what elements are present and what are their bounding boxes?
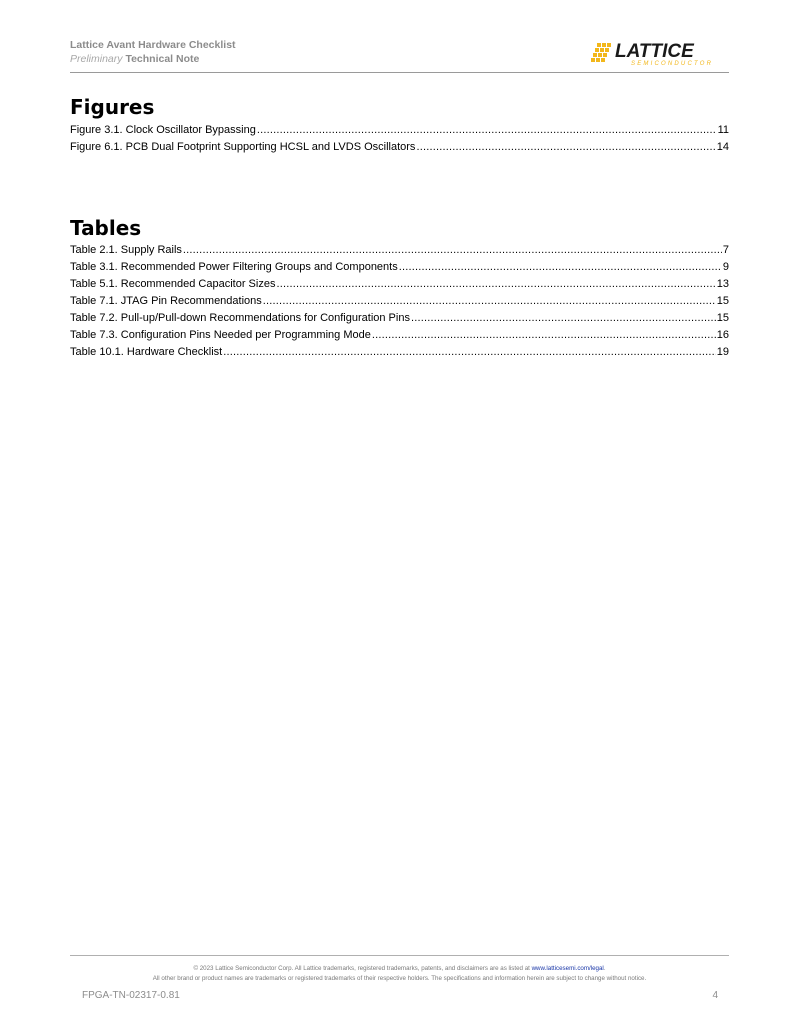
list-item[interactable] — [70, 310, 729, 327]
toc-page-number: 14 — [716, 141, 729, 153]
list-item[interactable] — [70, 122, 729, 139]
list-item[interactable] — [70, 242, 729, 259]
footer-copyright-text: © 2023 Lattice Semiconductor Corp. All Lattice trademarks, registered trademarks, patents, and disclaimers are as listed at — [193, 965, 532, 972]
footer-copyright-end: . — [603, 965, 606, 972]
toc-dot-leader — [183, 242, 722, 259]
toc-dot-leader — [276, 276, 715, 293]
toc-dot-leader — [223, 344, 716, 361]
figures-list — [70, 122, 729, 156]
footer-copyright — [70, 965, 729, 972]
list-item[interactable] — [70, 259, 729, 276]
figures-heading: Figures — [70, 95, 155, 119]
toc-dot-leader — [399, 259, 722, 276]
toc-page-number: 9 — [722, 261, 729, 273]
toc-entry-label: Table 2.1. Supply Rails — [70, 244, 182, 256]
svg-text:SEMICONDUCTOR: SEMICONDUCTOR — [631, 61, 714, 66]
page-number: 4 — [712, 990, 718, 1001]
toc-page-number: 19 — [716, 346, 729, 358]
toc-page-number: 16 — [716, 329, 729, 341]
list-item[interactable] — [70, 327, 729, 344]
document-subtitle — [70, 53, 199, 65]
toc-entry-label: Table 7.3. Configuration Pins Needed per Programming Mode — [70, 329, 371, 341]
technical-note-label: Technical Note — [125, 53, 200, 65]
footer-divider — [70, 955, 729, 956]
legal-link[interactable]: www.latticesemi.com/legal — [531, 965, 604, 972]
toc-page-number: 15 — [716, 312, 729, 324]
page-header — [70, 38, 729, 73]
list-item[interactable] — [70, 139, 729, 156]
list-item[interactable] — [70, 344, 729, 361]
document-id: FPGA-TN-02317-0.81 — [82, 990, 180, 1001]
list-item[interactable] — [70, 276, 729, 293]
toc-page-number: 15 — [716, 295, 729, 307]
toc-entry-label: Table 3.1. Recommended Power Filtering Groups and Components — [70, 261, 398, 273]
toc-page-number: 13 — [716, 278, 729, 290]
list-item[interactable] — [70, 293, 729, 310]
toc-page-number: 11 — [717, 124, 729, 136]
toc-entry-label: Table 5.1. Recommended Capacitor Sizes — [70, 278, 276, 290]
toc-dot-leader — [416, 139, 715, 156]
lattice-logo-mark-icon — [591, 43, 611, 62]
tables-heading: Tables — [70, 216, 142, 240]
footer-trademarks: All other brand or product names are trademarks or registered trademarks of their respective holders. The specifications and information herein are subject to change without notice. — [152, 975, 647, 982]
toc-page-number: 7 — [722, 244, 729, 256]
toc-dot-leader — [257, 122, 717, 139]
lattice-logo — [591, 40, 729, 66]
document-title: Lattice Avant Hardware Checklist — [70, 39, 236, 51]
tables-list — [70, 242, 729, 361]
toc-dot-leader — [411, 310, 716, 327]
toc-entry-label: Figure 3.1. Clock Oscillator Bypassing — [70, 124, 256, 136]
toc-entry-label: Table 7.1. JTAG Pin Recommendations — [70, 295, 262, 307]
toc-dot-leader — [372, 327, 716, 344]
preliminary-label: Preliminary — [70, 53, 123, 65]
toc-entry-label: Figure 6.1. PCB Dual Footprint Supporting HCSL and LVDS Oscillators — [70, 141, 416, 153]
toc-entry-label: Table 10.1. Hardware Checklist — [70, 346, 223, 358]
svg-text:LATTICE: LATTICE — [615, 41, 694, 62]
toc-entry-label: Table 7.2. Pull-up/Pull-down Recommendations for Configuration Pins — [70, 312, 410, 324]
toc-dot-leader — [263, 293, 716, 310]
